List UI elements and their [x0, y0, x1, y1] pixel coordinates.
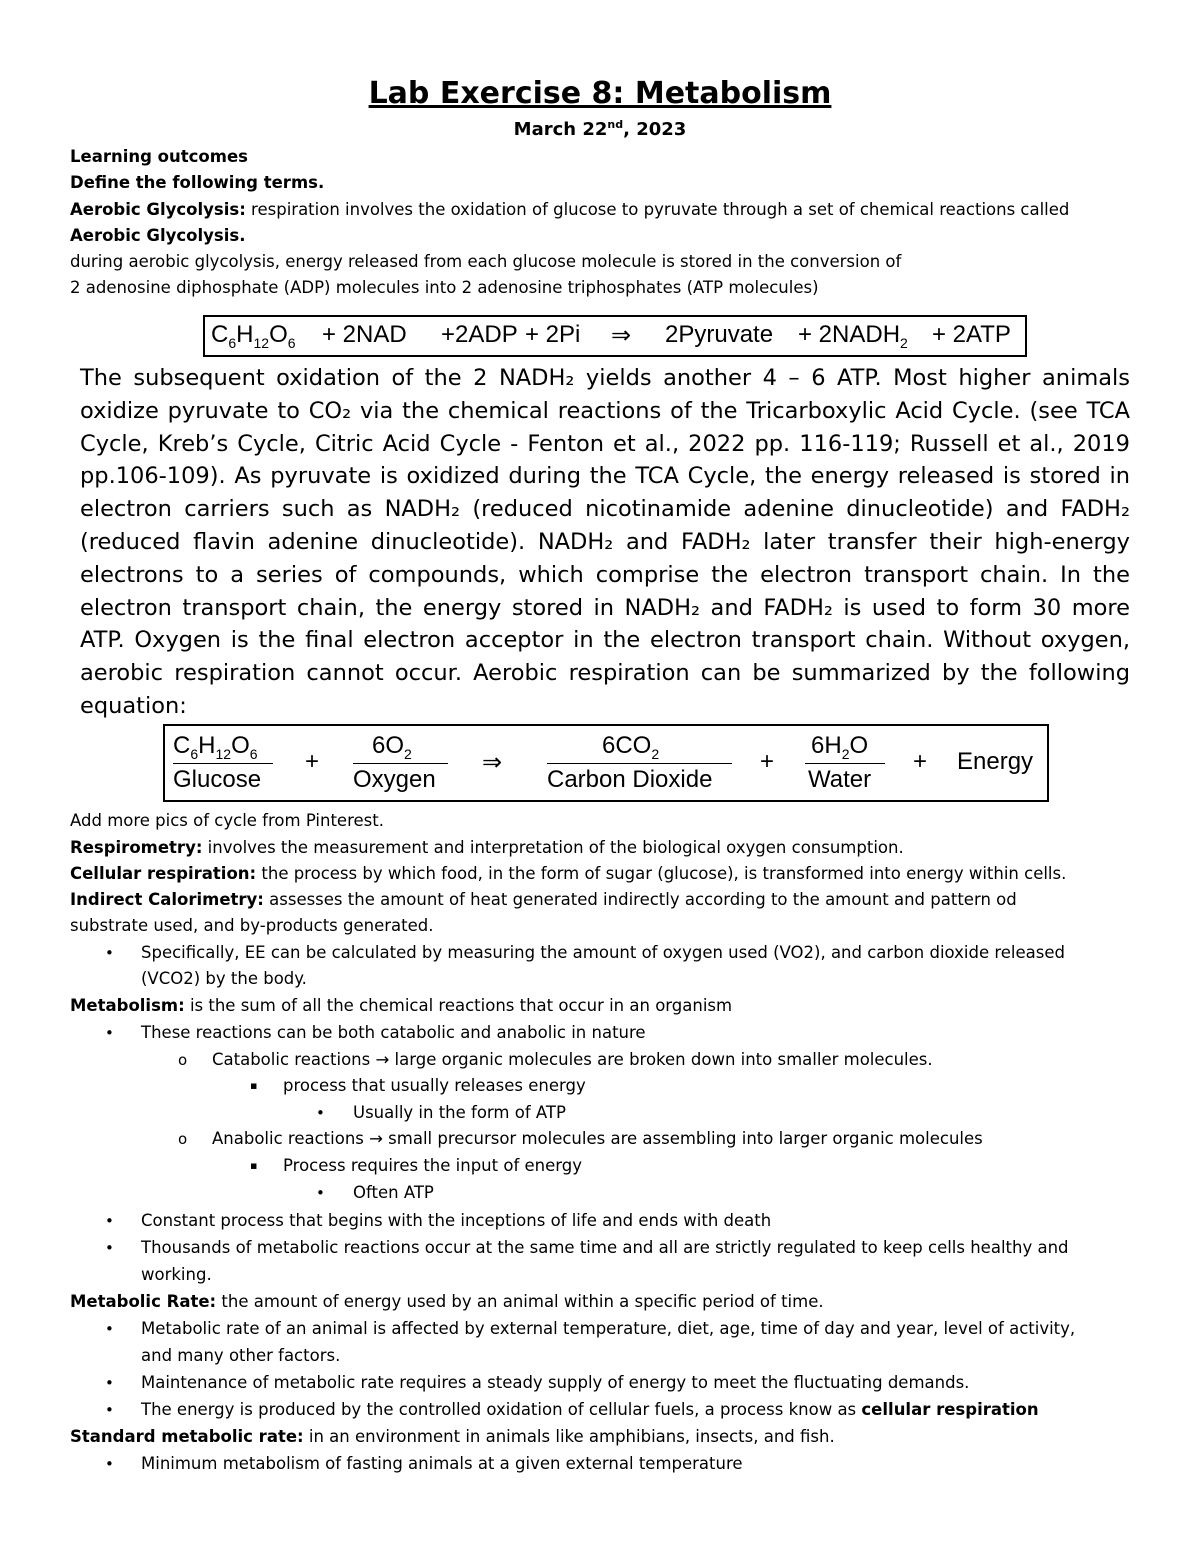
bullet-marker: • [105, 944, 114, 962]
eq1-arrow: ⇒ [611, 322, 632, 349]
list-item: process that usually releases energy [283, 1076, 586, 1095]
aerobic-line-3: during aerobic glycolysis, energy released from each glucose molecule is stored in the conversion of [70, 252, 902, 271]
square-marker: ▪ [250, 1159, 258, 1172]
eq1-nad: + 2NAD [322, 321, 407, 348]
respirometry-def: involves the measurement and interpretation of the biological oxygen consumption. [202, 838, 904, 857]
bullet-marker: • [105, 1212, 114, 1230]
define-terms-heading: Define the following terms. [70, 173, 325, 192]
cellular-respiration-term: Cellular respiration: [70, 864, 257, 883]
bullet-marker: • [316, 1104, 325, 1122]
indirect-calorimetry-line [70, 889, 1017, 911]
eq2-glucose-formula: $C_6H_{12}O_6$ [173, 732, 258, 762]
eq2-oxygen-label: Oxygen [353, 766, 436, 793]
eq2-water-label: Water [808, 766, 872, 793]
metabolic-rate-line [70, 1291, 824, 1313]
list-item [141, 1399, 1039, 1421]
tca-paragraph: The subsequent oxidation of the 2 NADH₂ yields another 4 – 6 ATP. Most higher animals oxidize pyruvate to CO₂ via the chemical reactions of the Tricarboxylic Acid Cycle. (see TCA Cycle, Kreb’s Cycle, Citric Acid Cycle - Fenton et al., 2022 pp. 116-119; Russell et al., 2019 pp.106-109). As pyruvate is oxidized during the TCA Cycle, the energy released is stored in electron carriers such as NADH₂ (reduced nicotinamide adenine dinucleotide) and FADH₂ (reduced flavin adenine dinucleotide). NADH₂ and FADH₂ later transfer their high-energy electrons to a series of compounds, which comprise the electron transport chain. In the electron transport chain, the energy stored in NADH₂ and FADH₂ is used to form 30 more ATP. Oxygen is the final electron acceptor in the electron transport chain. Without oxygen, aerobic respiration cannot occur. Aerobic respiration can be summarized by the following equation: [80, 365, 1130, 719]
list-item: Thousands of metabolic reactions occur at the same time and all are strictly regulated to keep cells healthy and [141, 1238, 1069, 1257]
indirect-calorimetry-def: assesses the amount of heat generated indirectly according to the amount and pattern od [263, 890, 1017, 909]
list-item: and many other factors. [141, 1346, 341, 1365]
eq2-glucose-label: Glucose [173, 766, 262, 793]
list-item: Metabolic rate of an animal is affected by external temperature, diet, age, time of day and year, level of activity, [141, 1319, 1076, 1338]
list-item: Constant process that begins with the inceptions of life and ends with death [141, 1211, 772, 1230]
metabolic-rate-term: Metabolic Rate: [70, 1292, 217, 1311]
mr-b3-text: The energy is produced by the controlled oxidation of cellular fuels, a process know as [141, 1400, 862, 1419]
eq1-atp: + 2ATP [932, 321, 1011, 348]
eq2-co2-label: Carbon Dioxide [547, 766, 713, 793]
list-item: Catabolic reactions → large organic molecules are broken down into smaller molecules. [212, 1050, 933, 1069]
eq2-frac-line-1 [173, 763, 273, 764]
eq2-arrow: ⇒ [482, 749, 503, 776]
metabolism-def: is the sum of all the chemical reactions that occur in an organism [184, 996, 733, 1015]
metabolic-rate-def: the amount of energy used by an animal within a specific period of time. [216, 1292, 824, 1311]
aerobic-line-4: 2 adenosine diphosphate (ADP) molecules into 2 adenosine triphosphates (ATP molecules) [70, 278, 819, 297]
square-marker: ▪ [250, 1079, 258, 1092]
bullet-marker: • [105, 1455, 114, 1473]
bullet-marker: • [105, 1320, 114, 1338]
eq1-glucose: $C_6H_{12}O_6$ [211, 321, 296, 351]
date-line [0, 118, 1200, 140]
list-item: (VCO2) by the body. [141, 969, 307, 988]
add-pics-note: Add more pics of cycle from Pinterest. [70, 811, 384, 830]
eq1-pyruvate: 2Pyruvate [665, 321, 774, 348]
eq1-nadh2: + $2NADH_2$ [798, 321, 908, 351]
eq2-plus-3: + [913, 748, 928, 775]
list-item: Maintenance of metabolic rate requires a steady supply of energy to meet the fluctuating demands. [141, 1373, 970, 1392]
eq1-adp: +2ADP [441, 321, 518, 348]
metabolism-term: Metabolism: [70, 996, 185, 1015]
eq2-oxygen-formula: $6O_2$ [372, 732, 412, 762]
glycolysis-equation [203, 315, 1027, 357]
bullet-marker: • [105, 1401, 114, 1419]
list-item: Often ATP [353, 1183, 434, 1202]
aerobic-term-2: Aerobic Glycolysis. [70, 226, 246, 245]
metabolism-line [70, 995, 732, 1017]
list-item: working. [141, 1265, 212, 1284]
date-suffix: nd [607, 118, 624, 131]
date-month-day: March 22 [513, 119, 608, 140]
cellular-respiration-line [70, 863, 1066, 885]
list-item: Usually in the form of ATP [353, 1103, 566, 1122]
bullet-marker: • [105, 1239, 114, 1257]
circle-marker: o [178, 1051, 188, 1069]
date-year: , 2023 [623, 119, 687, 140]
standard-metabolic-rate-line [70, 1426, 835, 1448]
smr-def: in an environment in animals like amphibians, insects, and fish. [303, 1427, 835, 1446]
smr-term: Standard metabolic rate: [70, 1427, 304, 1446]
list-item: Specifically, EE can be calculated by measuring the amount of oxygen used (VO2), and carbon dioxide released [141, 943, 1065, 962]
list-item: These reactions can be both catabolic and anabolic in nature [141, 1023, 646, 1042]
list-item: Process requires the input of energy [283, 1156, 582, 1175]
bullet-marker: • [105, 1024, 114, 1042]
mr-b3-bold: cellular respiration [861, 1400, 1039, 1419]
bullet-marker: • [105, 1374, 114, 1392]
eq2-plus-2: + [760, 748, 775, 775]
eq2-frac-line-3 [547, 763, 732, 764]
respirometry-term: Respirometry: [70, 838, 203, 857]
aerobic-respiration-equation [163, 724, 1049, 802]
page-title: Lab Exercise 8: Metabolism [368, 76, 832, 111]
list-item: Minimum metabolism of fasting animals at a given external temperature [141, 1454, 743, 1473]
eq2-co2-formula: $6CO_2$ [602, 732, 660, 762]
eq1-pi: + 2Pi [525, 321, 581, 348]
aerobic-glycolysis-line [70, 199, 1069, 221]
indirect-calorimetry-line-2: substrate used, and by-products generated. [70, 916, 434, 935]
bullet-marker: • [316, 1184, 325, 1202]
aerobic-term: Aerobic Glycolysis: [70, 200, 246, 219]
indirect-calorimetry-term: Indirect Calorimetry: [70, 890, 264, 909]
respirometry-line [70, 837, 904, 859]
eq2-energy: Energy [957, 748, 1034, 775]
circle-marker: o [178, 1130, 188, 1148]
eq2-plus-1: + [305, 748, 320, 775]
aerobic-def: respiration involves the oxidation of glucose to pyruvate through a set of chemical reactions called [245, 200, 1070, 219]
learning-outcomes-heading: Learning outcomes [70, 147, 248, 166]
list-item: Anabolic reactions → small precursor molecules are assembling into larger organic molecules [212, 1129, 983, 1148]
eq2-frac-line-2 [353, 763, 448, 764]
eq2-frac-line-4 [805, 763, 885, 764]
eq2-water-formula: $6H_2O$ [811, 732, 869, 762]
cellular-respiration-def: the process by which food, in the form of sugar (glucose), is transformed into energy within cells. [256, 864, 1067, 883]
